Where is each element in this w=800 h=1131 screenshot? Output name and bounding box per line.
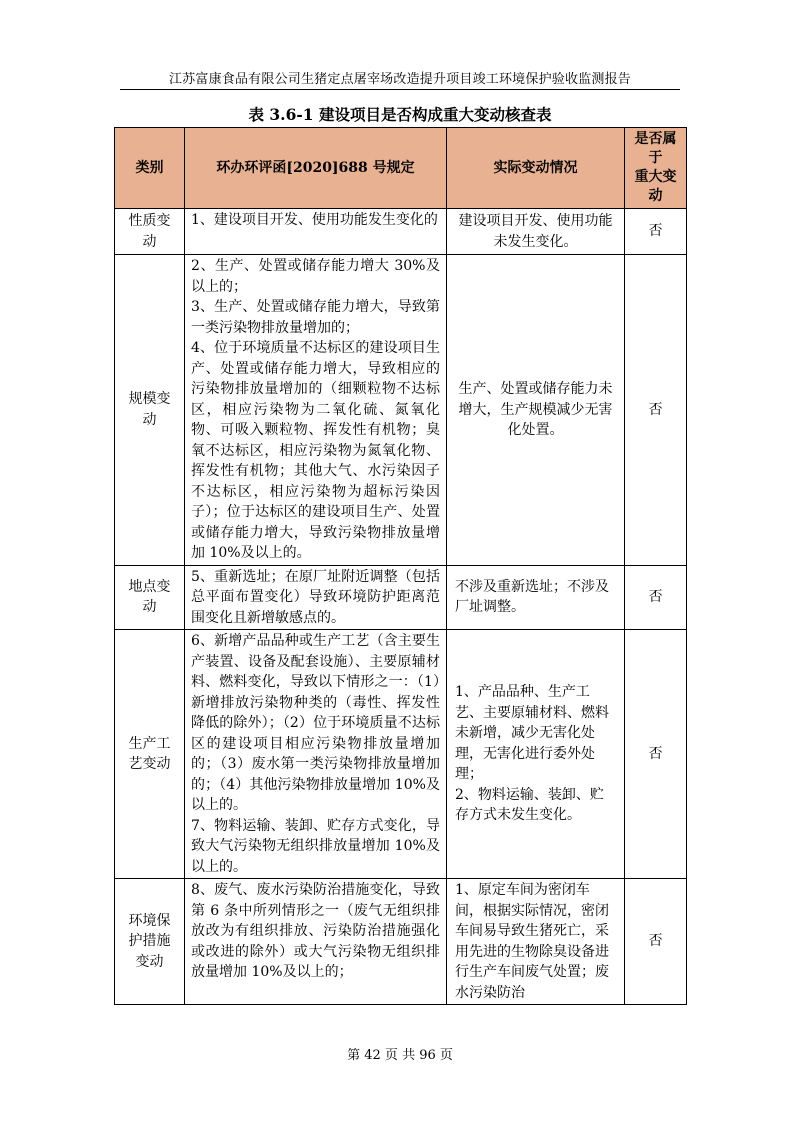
actual-item: 不涉及重新选址；不涉及厂址调整。 [455,578,609,616]
requirement-item: 7、物料运输、装卸、贮存方式变化，导致大气污染物无组织排放量增加 10%及以上的。 [191,817,440,875]
requirement-cell [185,255,447,566]
result-cell: 否 [625,565,687,630]
table-header-row [115,128,687,209]
table-row [115,565,687,630]
actual-item: 2、物料运输、装卸、贮存方式未发生变化。 [455,786,604,824]
requirement-item: 4、位于环境质量不达标区的建设项目生产、处置或储存能力增大，导致相应的污染物排放量增加的（细颗粒物不达标区，相应污染物为二氧化硫、氮氧化物、可吸入颗粒物、挥发性有机物；臭氧不达标区，相应污染物为氮氧化物、挥发性有机物；其他大气、水污染因子不达标区，相应污染物为超标污染因子）；位于达标区的建设项目生产、处置或储存能力增大，导致污染物排放量增加 10%及以上的。 [191,340,440,561]
column-header-requirement: 环办环评函[2020]688 号规定 [185,128,447,209]
result-cell: 否 [625,879,687,1005]
running-header: 江苏富康食品有限公司生猪定点屠宰场改造提升项目竣工环境保护验收监测报告 [168,72,631,87]
requirement-cell [185,209,447,255]
result-cell: 否 [625,255,687,566]
actual-item: 建设项目开发、使用功能未发生变化。 [458,213,613,250]
page-number: 第 42 页 共 96 页 [347,1048,453,1063]
column-header-is-major: 是否属于 重大变动 [625,128,687,209]
table-row [115,209,687,255]
category-cell: 规模变动 [115,255,185,566]
actual-item: 生产、处置或储存能力未增大，生产规模减少无害化处置。 [458,381,613,438]
category-cell: 环境保护措施变动 [115,879,185,1005]
requirement-item: 2、生产、处置或储存能力增大 30%及以上的； [191,258,440,295]
actual-cell [447,255,625,566]
table-title: 表 3.6-1 建设项目是否构成重大变动核查表 [248,105,552,124]
actual-cell [447,630,625,879]
table-row [115,255,687,566]
actual-item: 1、产品品种、生产工艺、主要原辅材料、燃料未新增，减少无害化处理，无害化进行委外处理； [455,684,609,783]
requirement-item: 8、废气、废水污染防治措施变化，导致第 6 条中所列情形之一（废气无组织排放改为有组织排放、污染防治措施强化或改进的除外）或大气污染物无组织排放量增加 10%及以上的； [191,882,440,980]
requirement-item: 6、新增产品品种或生产工艺（含主要生产装置、设备及配套设施）、主要原辅材料、燃料变化，导致以下情形之一：（1）新增排放污染物种类的（毒性、挥发性降低的除外）；（2）位于环境质量不达标区的建设项目相应污染物排放量增加的；（3）废水第一类污染物排放量增加的；（4）其他污染物排放量增加 10%及以上的。 [191,633,440,813]
requirement-item: 1、建设项目开发、使用功能发生变化的 [191,212,438,228]
category-cell: 生产工艺变动 [115,630,185,879]
actual-cell [447,209,625,255]
result-cell: 否 [625,209,687,255]
requirement-cell [185,630,447,879]
actual-cell [447,879,625,1005]
category-cell: 性质变动 [115,209,185,255]
header-rule [120,89,680,90]
category-cell: 地点变动 [115,565,185,630]
column-header-actual: 实际变动情况 [447,128,625,209]
table-row [115,879,687,1005]
actual-item: 1、原定车间为密闭车间，根据实际情况，密闭车间易导致生猪死亡，采用先进的生物除臭设备进行生产车间废气处置；废水污染防治 [455,882,609,1001]
actual-cell [447,565,625,630]
requirement-item: 3、生产、处置或储存能力增大，导致第一类污染物排放量增加的； [191,299,440,336]
requirement-cell [185,879,447,1005]
result-cell: 否 [625,630,687,879]
table-row [115,630,687,879]
column-header-category: 类别 [115,128,185,209]
requirement-cell [185,565,447,630]
requirement-item: 5、重新选址；在原厂址附近调整（包括总平面布置变化）导致环境防护距离范围变化且新增敏感点的。 [191,568,440,626]
major-change-check-table [114,127,687,1005]
